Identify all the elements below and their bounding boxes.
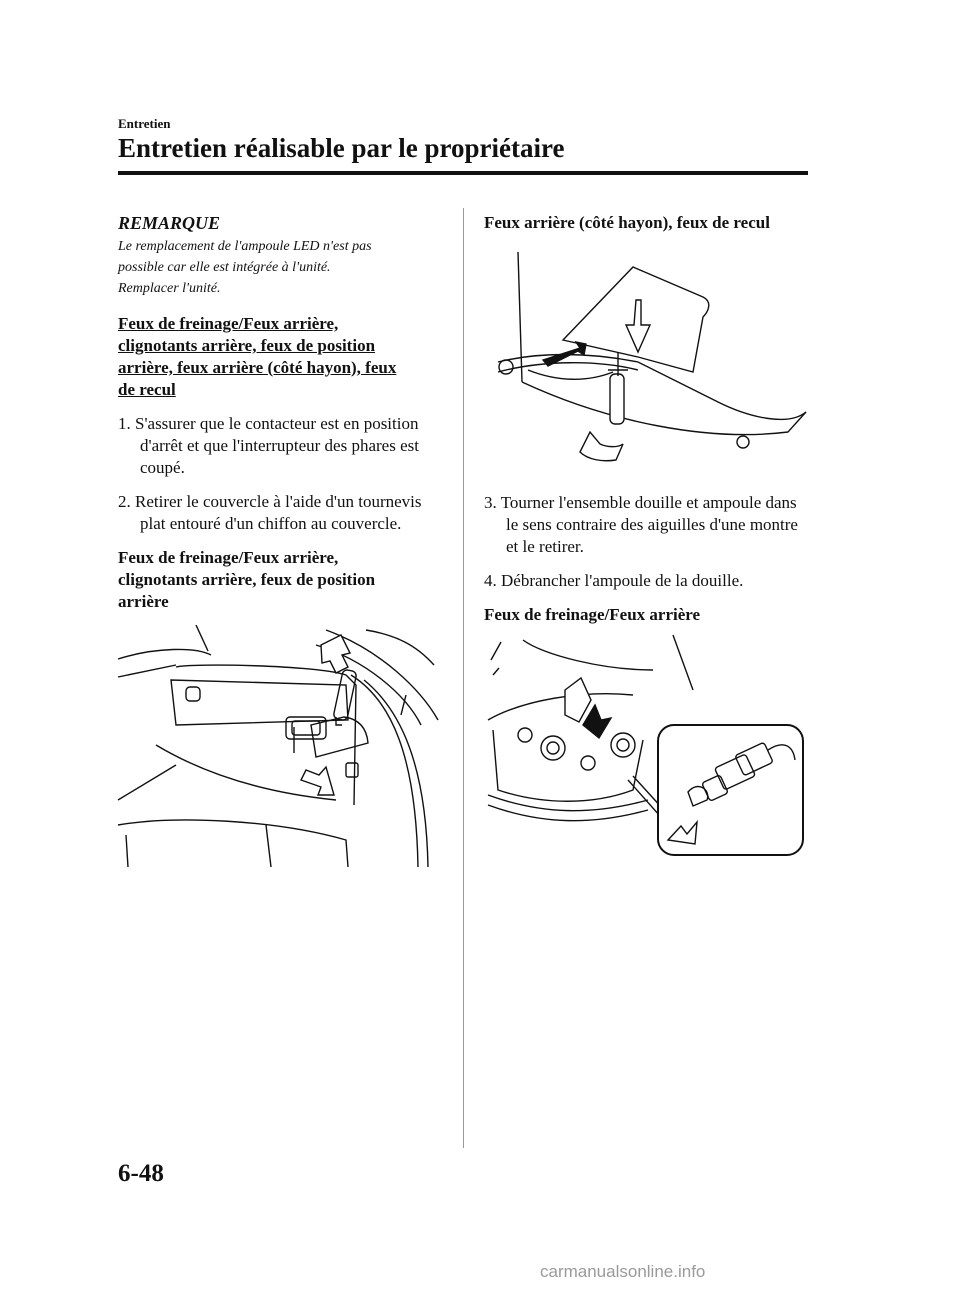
left-column — [118, 212, 440, 613]
right-column-steps — [484, 488, 808, 626]
figure-heading — [118, 547, 440, 613]
figure-rear-lamp-cover — [116, 625, 441, 867]
note-line: Remplacer l'unité. — [118, 281, 221, 296]
step-1: 1. S'assurer que le contacteur est en position d'arrêt et que l'interrupteur des phares est coupé. — [118, 414, 419, 477]
section-heading-line: clignotants arrière, feux de position — [118, 336, 376, 355]
section-heading — [118, 313, 440, 401]
page-title: Entretien réalisable par le propriétaire — [118, 133, 565, 163]
figure-heading-line: arrière — [118, 592, 169, 611]
section-label: Entretien — [118, 116, 171, 131]
figure-heading-line: Feux de freinage/Feux arrière, — [118, 548, 339, 567]
watermark-text[interactable]: carmanualsonline.info — [540, 1262, 706, 1281]
note-title: REMARQUE — [118, 213, 221, 233]
section-heading-line: Feux de freinage/Feux arrière, — [118, 314, 339, 333]
step-2: 2. Retirer le couvercle à l'aide d'un tournevis plat entouré d'un chiffon au couvercle. — [118, 492, 422, 533]
section-heading-line: arrière, feux arrière (côté hayon), feux — [118, 358, 397, 377]
note-line: Le remplacement de l'ampoule LED n'est pas — [118, 239, 372, 254]
header-rule — [118, 171, 808, 175]
note-line: possible car elle est intégrée à l'unité. — [118, 260, 331, 275]
column-divider — [463, 208, 464, 1148]
section-heading-line: de recul — [118, 380, 176, 399]
figure-socket-removal — [483, 630, 808, 862]
step-3: 3. Tourner l'ensemble douille et ampoule dans le sens contraire des aiguilles d'une montre et le retirer. — [484, 493, 798, 556]
figure-heading-liftgate: Feux arrière (côté hayon), feux de recul — [484, 213, 770, 232]
note-text — [118, 236, 440, 299]
figure-liftgate-lamp — [488, 252, 808, 472]
page-number: 6-48 — [118, 1160, 164, 1187]
right-column — [484, 212, 808, 234]
figure-heading-brake-lamp: Feux de freinage/Feux arrière — [484, 605, 701, 624]
step-4: 4. Débrancher l'ampoule de la douille. — [484, 571, 744, 590]
figure-heading-line: clignotants arrière, feux de position — [118, 570, 376, 589]
